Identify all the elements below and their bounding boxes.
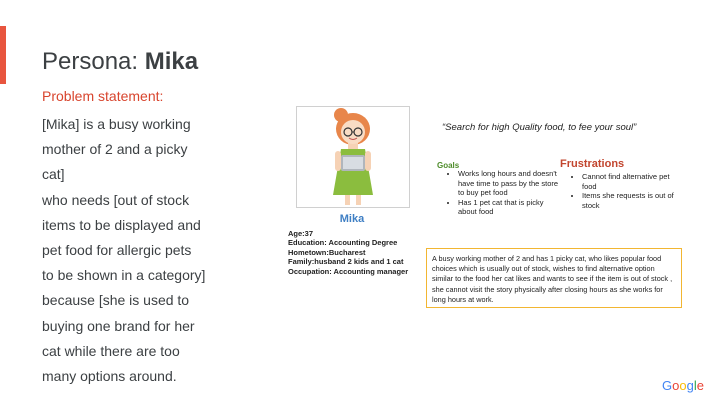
goal-item: • Works long hours and doesn't have time to pass by the store to buy pet food — [458, 169, 562, 198]
frustration-item: • Cannot find alternative pet food — [582, 172, 682, 191]
persona-detail: Age:37 — [288, 229, 314, 238]
persona-name: Mika — [339, 213, 365, 225]
problem-line: to be shown in a category] — [42, 267, 206, 284]
persona-illustration — [296, 106, 410, 208]
problem-line: buying one brand for her — [42, 317, 195, 334]
page-title — [42, 48, 198, 76]
problem-line: [Mika] is a busy working — [42, 116, 191, 132]
logo-letter: e — [696, 378, 704, 393]
frustration-item: • Items she requests is out of stock — [582, 191, 682, 210]
problem-line: items to be displayed and — [42, 216, 201, 233]
persona-detail: Education: Accounting Degree — [288, 238, 398, 248]
scenario-box: A busy working mother of 2 and has 1 picky cat, who likes popular food choices which is usually out of stock, wishes to find alternative option similar to the food her cat likes and wants to see if the item is out of stock , she cannot visit the story physically after closing hours as she works for long hours at work. — [426, 248, 682, 308]
frustrations-heading: Frustrations — [560, 158, 625, 170]
problem-line: cat while there are too — [42, 342, 180, 359]
problem-line: many options around. — [42, 368, 177, 385]
problem-line: mother of 2 and a picky — [42, 141, 188, 158]
problem-line: because [she is used to — [42, 292, 190, 309]
google-logo — [662, 378, 704, 393]
title-prefix: Persona: — [42, 48, 145, 75]
persona-quote: “Search for high Quality food, to fee your soul” — [442, 122, 637, 133]
goal-item: • Has 1 pet cat that is picky about food — [458, 198, 562, 217]
problem-line: cat] — [42, 166, 65, 183]
logo-letter: G — [662, 378, 673, 393]
problem-line: pet food for allergic pets — [42, 242, 192, 259]
persona-details — [288, 229, 418, 276]
problem-line: who needs [out of stock — [42, 191, 190, 208]
logo-letter: o — [672, 378, 680, 393]
logo-letter: g — [686, 378, 694, 393]
goals-list — [446, 169, 562, 217]
frustrations-list — [570, 172, 682, 210]
persona-detail: Hometown:Bucharest — [288, 247, 366, 257]
goals-heading: Goals — [437, 161, 460, 170]
persona-detail: Family:husband 2 kids and 1 cat — [288, 257, 404, 267]
title-name: Mika — [144, 48, 199, 75]
logo-letter: l — [693, 378, 697, 393]
problem-statement-heading: Problem statement: — [42, 88, 164, 104]
logo-letter: o — [679, 378, 687, 393]
accent-bar — [0, 26, 6, 84]
problem-statement-body — [42, 112, 242, 389]
persona-avatar-icon — [297, 107, 409, 207]
persona-detail: Occupation: Accounting manager — [288, 266, 409, 276]
